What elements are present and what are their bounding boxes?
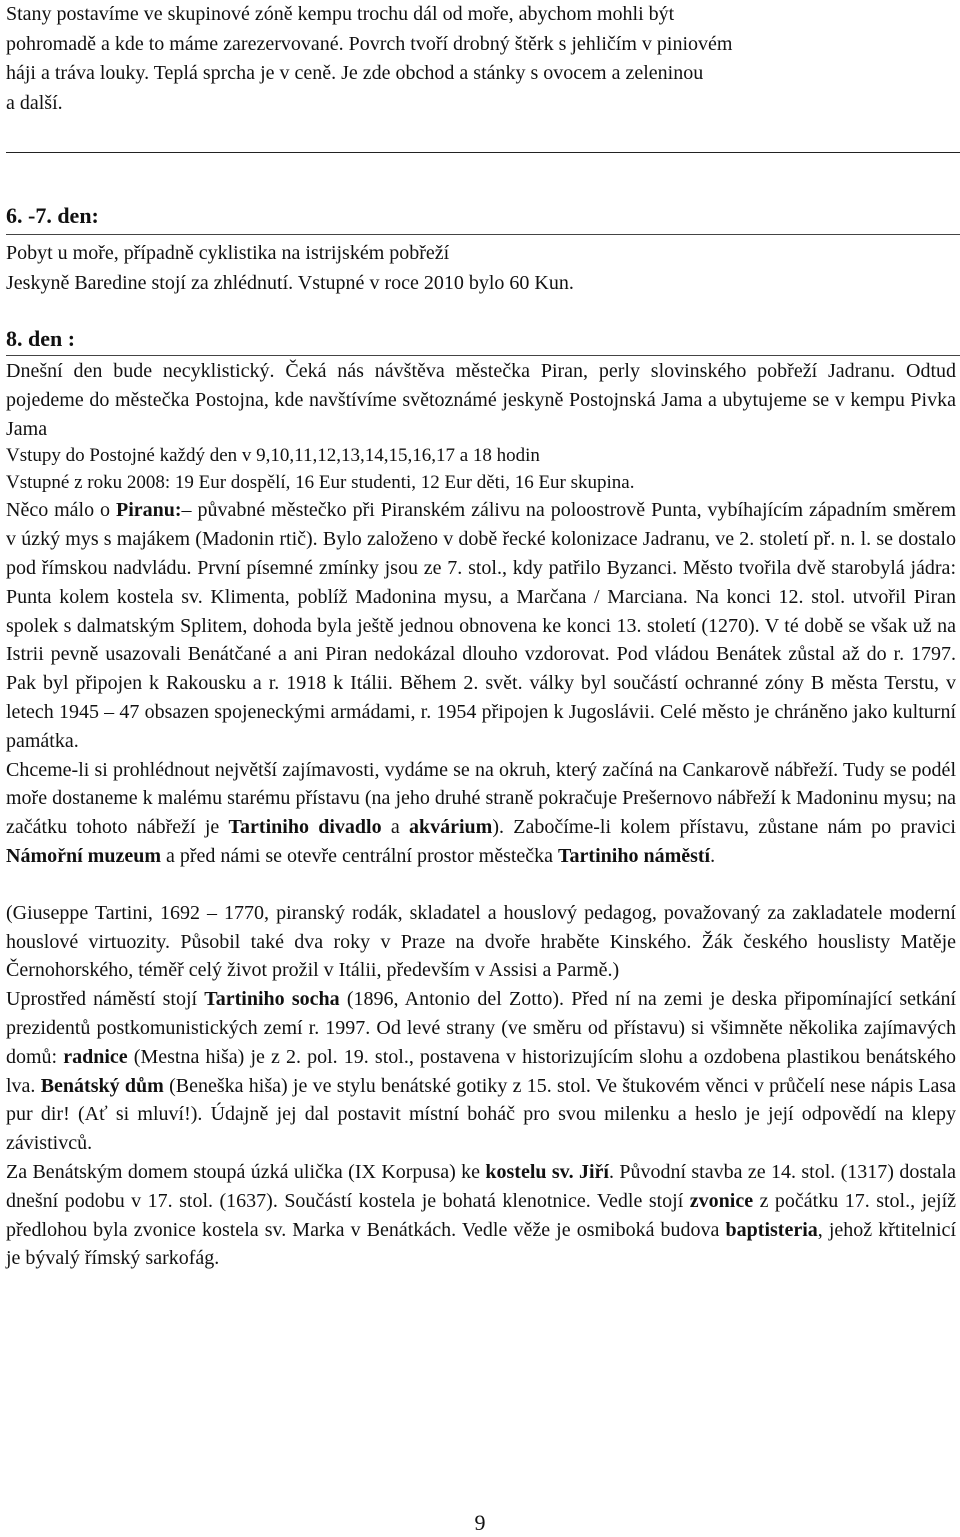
kostel-text: . Původní stavba ze 14. stol. (1317) dostala dnešní podobu v 17. stol. (1637). Součástí kostela je bohatá klenotnice. Vedle stojí — [6, 1160, 956, 1212]
piran-bold: Piranu: — [115, 499, 182, 522]
intro-paragraph — [6, 0, 956, 118]
tartini-paragraph: (Giuseppe Tartini, 1692 – 1770, piranský rodák, skladatel a houslový pedagog, považovaný za zakladatele moderní houslové virtuozity. Působil také dva roky v Praze na dvoře hraběte Kinského. Žák českého houslisty Matěje Černohorského, téměř celý život prožil v Itálii, především v Assisi a Parmě.) — [6, 901, 956, 982]
namesti-bold: Benátský dům — [40, 1074, 164, 1097]
okruh-paragraph — [6, 756, 956, 871]
day8-heading-rule — [6, 355, 960, 356]
okruh-text: ). Zabočíme-li kolem přístavu, zůstane nám po pravici — [492, 816, 956, 839]
piran-lead: Něco málo o — [6, 499, 116, 522]
okruh-text: . — [710, 844, 716, 867]
kostel-text: , jehož křtitelnicí je bývalý římský sarkofág. — [6, 1218, 956, 1270]
kostel-bold: kostelu sv. Jiří — [485, 1160, 609, 1183]
okruh-bold: akvárium — [409, 816, 493, 839]
namesti-paragraph — [6, 985, 956, 1158]
day67-text — [6, 238, 956, 298]
intro-line: pohromadě a kde to máme zarezervované. Povrch tvoří drobný štěrk s jehličím v piniovém — [6, 32, 733, 55]
kostel-paragraph — [6, 1158, 956, 1273]
intro-line: a další. — [6, 91, 63, 114]
namesti-bold: Tartiniho socha — [204, 988, 340, 1011]
intro-line: Stany postavíme ve skupinové zóně kempu trochu dál od moře, abychom mohli být — [6, 3, 675, 25]
kostel-text: z počátku 17. stol., jejíž předlohou byla zvonice kostela sv. Marka v Benátkách. Vedle věže je osmiboká budova — [6, 1189, 957, 1241]
okruh-bold: Tartiniho divadlo — [228, 816, 382, 839]
namesti-text: (1896, Antonio del Zotto). Před ní na zemi je deska připomínající setkání prezidentů postkomunistických zemí r. 1997. Od levé strany (ve směru od přístavu) si všimněte několika zajímavých domů: — [6, 988, 957, 1068]
day67-line: Jeskyně Baredine stojí za zhlédnutí. Vstupné v roce 2010 bylo 60 Kun. — [6, 272, 574, 294]
okruh-bold: Tartiniho náměstí — [558, 844, 711, 867]
namesti-text: (Beneška hiša) je ve stylu benátské gotiky z 15. stol. Ve štukovém věnci v průčelí nese nápis Lasa pur dir! (Ať si mluví!). Údajně jej dal postavit místní boháč pro svou milenku a heslo je její odpovědí na klepy závistivců. — [6, 1074, 957, 1155]
namesti-text: Uprostřed náměstí stojí — [6, 988, 205, 1011]
day8-vstupne: Vstupné z roku 2008: 19 Eur dospělí, 16 Eur studenti, 12 Eur děti, 16 Eur skupina. — [6, 471, 635, 493]
blank-line — [6, 871, 956, 899]
day67-heading: 6. -7. den: — [6, 203, 99, 228]
piran-paragraph — [6, 496, 956, 755]
okruh-text: Chceme-li si prohlédnout největší zajímavosti, vydáme se na okruh, který začíná na Cankarově nábřeží. Tudy se podél moře dostaneme k malému starému přístavu (na jeho druhé straně pokračuje Prešernovo nábřeží k Madoninu mysu; na začátku tohoto nábřeží je — [6, 758, 956, 839]
okruh-text: a před námi se otevře centrální prostor městečka — [160, 844, 559, 867]
section-separator — [6, 152, 960, 153]
day8-heading: 8. den : — [6, 326, 76, 351]
page-number: 9 — [474, 1510, 486, 1535]
day8-intro-paragraph: Dnešní den bude necyklistický. Čeká nás návštěva městečka Piran, perly slovinského pobřeží Jadranu. Odtud pojedeme do městečka Postojna, kde navštívíme světoznámé jeskyně Postojnská Jama a ubytujeme se v kempu Pivka Jama — [6, 360, 956, 440]
namesti-text: (Mestna hiša) je z 2. pol. 19. stol., postavena v historizujícím slohu a ozdobena plastikou benátského lva. — [6, 1045, 956, 1097]
okruh-bold: Námořní muzeum — [6, 844, 161, 867]
kostel-bold: zvonice — [689, 1189, 754, 1212]
piran-text: – půvabné městečko při Piranském zálivu na poloostrově Punta, vybíhajícím západním směrem v úzký mys s majákem (Madonin rtič). Bylo založeno v době řecké kolonizace Jadranu, ve 2. století př. n. l. se dostalo pod římskou nadvládu. První písemné zmínky jsou ze 7. stol., kdy patřilo Byzanci. Město tvořila dvě starobylá jádra: Punta kolem kostela sv. Klimenta, poblíž Madonina mysu, a Marčana / Marciana. Na konci 12. stol. utvořil Piran spolek s dalmatským Splitem, dohoda byla ještě jednou obnovena ke konci 13. století (1270). V té době se však už na Istrii pevně usazovali Benátčané a ani Piran nedokázal dlouho vzdorovat. Pod vládou Benátek zůstal až do r. 1797. Pak byl připojen k Rakousku a r. 1918 k Itálii. Během 2. svět. války byl součástí ochranné zóny B města Terstu, v letech 1945 – 47 obsazen spojeneckými armádami, r. 1954 připojen k Jugoslávii. Celé město je chráněno jako kulturní památka. — [6, 499, 957, 752]
okruh-text: a — [381, 816, 409, 839]
day8-text — [6, 357, 956, 1273]
day67-line: Pobyt u moře, případně cyklistika na istrijském pobřeží — [6, 242, 450, 264]
kostel-text: Za Benátským domem stoupá úzká ulička (IX Korpusa) ke — [6, 1160, 486, 1183]
kostel-bold: baptisteria — [725, 1218, 818, 1241]
day8-vstupy: Vstupy do Postojné každý den v 9,10,11,12,13,14,15,16,17 a 18 hodin — [6, 445, 540, 467]
namesti-bold: radnice — [63, 1045, 128, 1068]
day67-heading-rule — [6, 234, 960, 235]
intro-line: háji a tráva louky. Teplá sprcha je v ceně. Je zde obchod a stánky s ovocem a zeleninou — [6, 62, 704, 84]
